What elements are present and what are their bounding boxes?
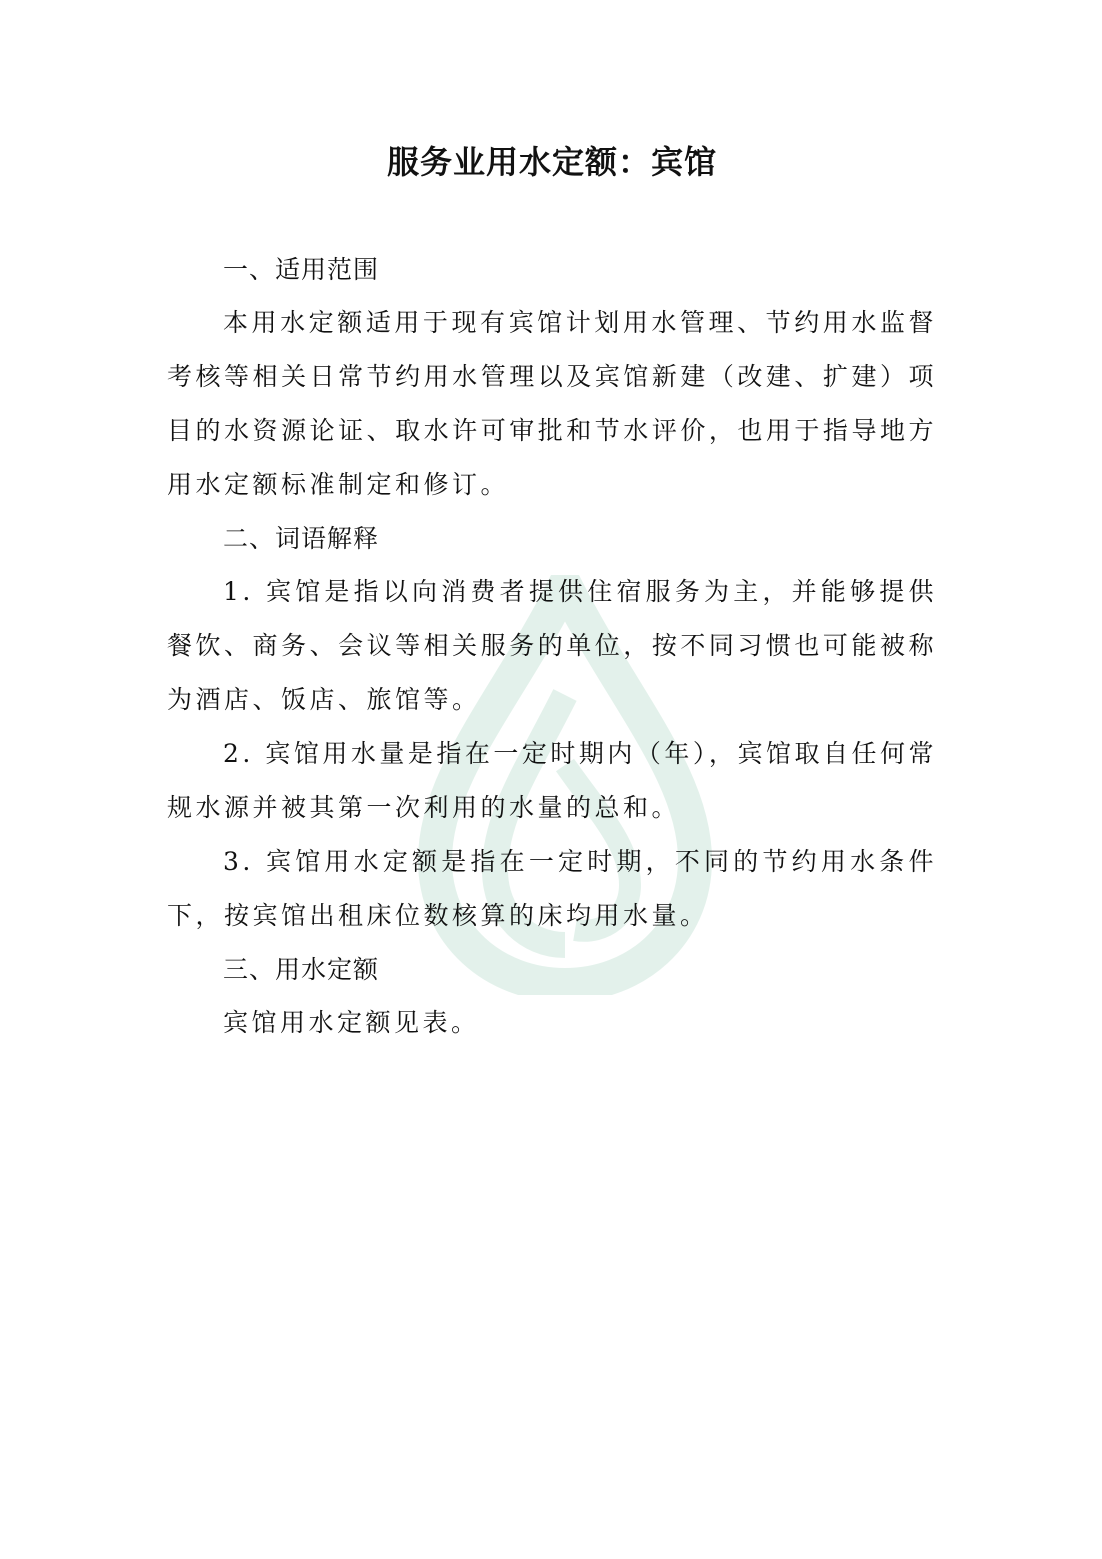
paragraph-quota: 宾馆用水定额见表。 [223,1008,480,1037]
section-heading-scope: 一、适用范围 [223,255,380,284]
section-heading-quota: 三、用水定额 [223,955,380,984]
paragraph-term-3: 3. 宾馆用水定额是指在一定时期，不同的节约用水条件下，按宾馆出租床位数核算的床均用水量。 [167,847,937,930]
paragraph-scope: 本用水定额适用于现有宾馆计划用水管理、节约用水监督考核等相关日常节约用水管理以及宾馆新建（改建、扩建）项目的水资源论证、取水许可审批和节水评价，也用于指导地方用水定额标准制定和修订。 [167,308,937,499]
section-heading-terms: 二、词语解释 [223,524,380,553]
page-title: 服务业用水定额：宾馆 [386,143,717,181]
paragraph-term-1: 1. 宾馆是指以向消费者提供住宿服务为主，并能够提供餐饮、商务、会议等相关服务的单位，按不同习惯也可能被称为酒店、饭店、旅馆等。 [167,577,937,714]
paragraph-term-2: 2. 宾馆用水量是指在一定时期内（年），宾馆取自任何常规水源并被其第一次利用的水量的总和。 [167,739,937,822]
